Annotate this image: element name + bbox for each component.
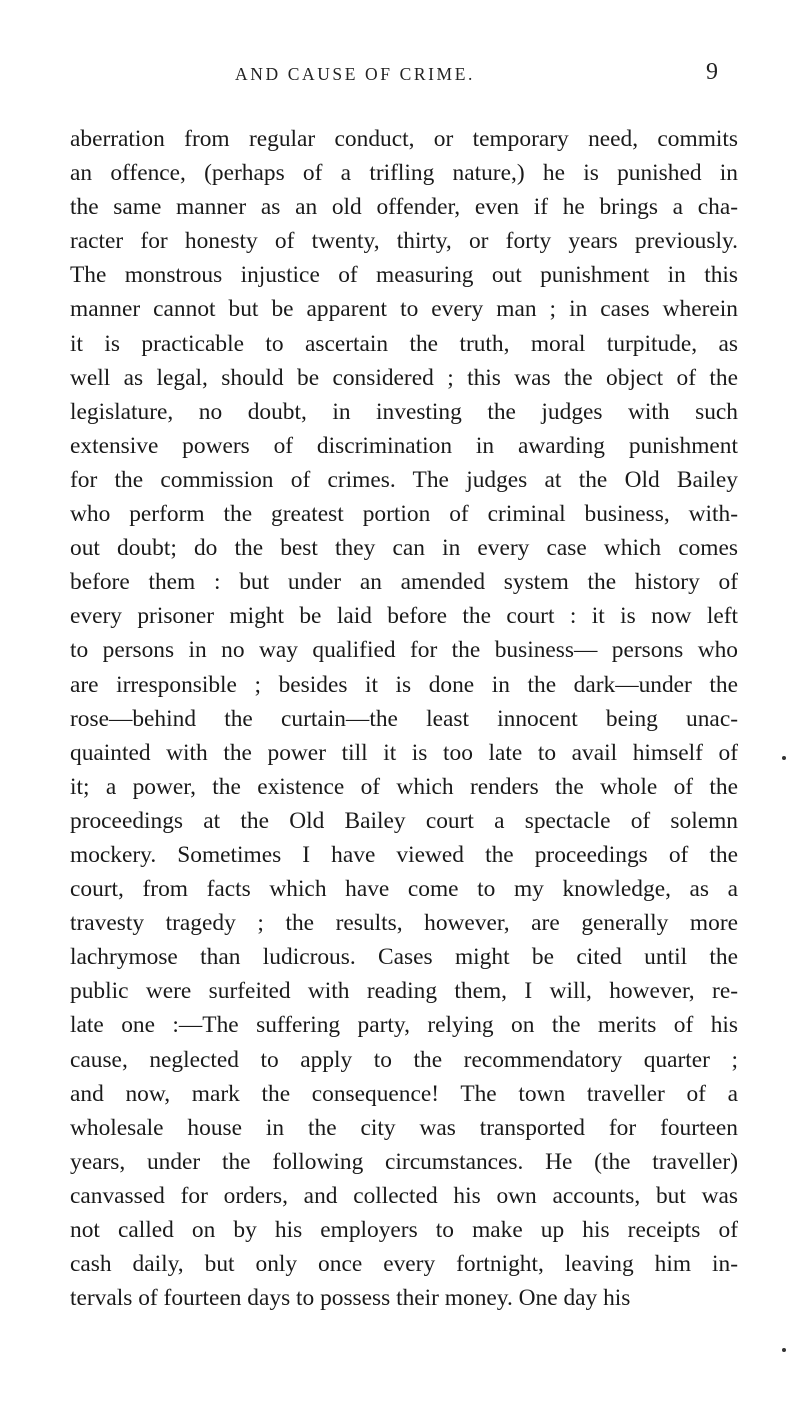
margin-mark (782, 756, 786, 760)
text-line: late one :—The suffering party, relying on the merits of his (70, 1012, 738, 1039)
text-line: The monstrous injustice of measuring out punishment in this (70, 262, 738, 289)
text-line: manner cannot but be apparent to every man ; in cases wherein (70, 296, 738, 323)
text-line: the same manner as an old offender, even if he brings a cha- (70, 194, 738, 221)
text-line: legislature, no doubt, in investing the judges with such (70, 398, 738, 425)
text-line: not called on by his employers to make up his receipts of (70, 1217, 738, 1243)
text-line: proceedings at the Old Bailey court a spectacle of solemn (70, 807, 738, 834)
text-line: years, under the following circumstances. He (the traveller) (70, 1148, 738, 1175)
text-line: wholesale house in the city was transported for fourteen (70, 1114, 738, 1141)
text-line: rose—behind the curtain—the least innocent being unac- (70, 705, 738, 732)
text-line: aberration from regular conduct, or temporary need, commits (70, 126, 738, 152)
text-line: and now, mark the consequence! The town traveller of a (70, 1080, 738, 1107)
page-number: 9 (706, 59, 718, 85)
text-line: cause, neglected to apply to the recommendatory quarter ; (70, 1046, 738, 1073)
text-line: extensive powers of discrimination in awarding punishment (70, 432, 738, 459)
text-line: cash daily, but only once every fortnight, leaving him in- (70, 1251, 738, 1278)
text-line: well as legal, should be considered ; this was the object of the (70, 364, 738, 391)
text-line: mockery. Sometimes I have viewed the proceedings of the (70, 841, 738, 868)
text-line: lachrymose than ludicrous. Cases might be cited until the (70, 944, 738, 971)
text-line: it; a power, the existence of which renders the whole of the (70, 773, 738, 800)
text-line: for the commission of crimes. The judges at the Old Bailey (70, 466, 738, 493)
text-line: out doubt; do the best they can in every case which comes (70, 535, 738, 562)
text-line: tervals of fourteen days to possess their money. One day his (70, 1285, 631, 1312)
running-title: AND CAUSE OF CRIME. (235, 64, 475, 84)
text-line: every prisoner might be laid before the court : it is now left (70, 603, 738, 630)
text-line: racter for honesty of twenty, thirty, or forty years previously. (70, 228, 738, 255)
text-line: to persons in no way qualified for the business— persons who (70, 637, 738, 664)
text-line: public were surfeited with reading them, I will, however, re- (70, 978, 738, 1005)
text-line: are irresponsible ; besides it is done in the dark—under the (70, 671, 738, 698)
text-line: before them : but under an amended system the history of (70, 569, 738, 596)
text-line: an offence, (perhaps of a trifling nature,) he is punished in (70, 160, 738, 187)
text-line: travesty tragedy ; the results, however, are generally more (70, 910, 738, 937)
text-line: canvassed for orders, and collected his own accounts, but was (70, 1182, 738, 1209)
text-line: who perform the greatest portion of criminal business, with- (70, 501, 738, 528)
text-line: it is practicable to ascertain the truth, moral turpitude, as (70, 330, 738, 357)
text-line: court, from facts which have come to my knowledge, as a (70, 876, 738, 903)
margin-mark (782, 1348, 786, 1352)
running-head (0, 59, 800, 92)
text-line: quainted with the power till it is too late to avail himself of (70, 739, 738, 766)
body-text (70, 122, 738, 1315)
